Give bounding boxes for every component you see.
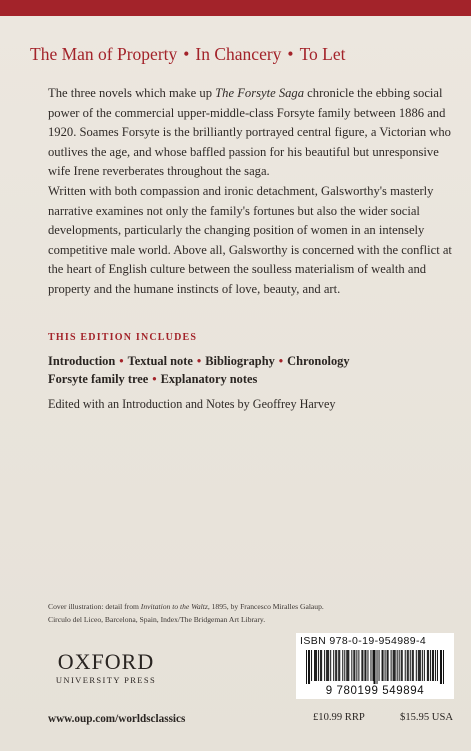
barcode-bar: [373, 650, 374, 684]
barcode-bar: [364, 650, 365, 681]
credit-line1-start: Cover illustration: detail from: [48, 602, 141, 611]
title-in-chancery: In Chancery: [195, 44, 282, 64]
barcode-bar: [441, 650, 442, 684]
barcode-bar: [358, 650, 359, 681]
barcode-bar: [328, 650, 329, 681]
barcode-bar: [395, 650, 396, 681]
publisher-name: OXFORD: [57, 649, 155, 674]
barcode-bar: [432, 650, 433, 681]
barcode-bar: [393, 650, 394, 681]
barcode-bar: [388, 650, 389, 681]
barcode-bar: [424, 650, 425, 681]
barcode-bar: [353, 650, 354, 681]
barcode-bar: [365, 650, 366, 681]
credit-line2: Circulo del Liceo, Barcelona, Spain, Index/The Bridgeman Art Library.: [48, 615, 266, 624]
barcode-bar: [347, 650, 348, 681]
include-item: Bibliography: [205, 354, 275, 368]
barcode-bar: [309, 650, 310, 684]
bullet-separator: •: [119, 354, 124, 368]
barcode-bar: [346, 650, 347, 681]
blurb-p1-rest: chronicle the ebbing social power of the commercial upper-middle-class Forsyte family between 1886 and 1920. Soames Forsyte is the brilliantly portrayed central figure, a Victorian who outlives the age, and whose baffled passion for his beautiful but unresponsive wife Irene reverberates throughout the saga.: [48, 86, 451, 178]
barcode-bar: [372, 650, 373, 681]
barcode-bar: [354, 650, 355, 681]
barcode-bar: [326, 650, 327, 681]
title-man-of-property: The Man of Property: [30, 44, 178, 64]
barcode-bar: [377, 650, 378, 684]
barcode-bar: [348, 650, 349, 681]
price-row: [313, 712, 453, 723]
barcode-bar: [333, 650, 334, 681]
barcode-bar: [339, 650, 340, 681]
barcode-bar: [430, 650, 431, 681]
barcode-bar: [427, 650, 428, 681]
barcode-bar: [408, 650, 409, 681]
barcode-bar: [344, 650, 345, 681]
price-us: $15.95 USA: [400, 712, 453, 723]
edited-by: Edited with an Introduction and Notes by Geoffrey Harvey: [48, 397, 336, 411]
barcode-bar: [330, 650, 331, 681]
barcode-bar: [356, 650, 357, 681]
bullet-separator: •: [278, 354, 284, 368]
title-separator: •: [287, 44, 294, 64]
barcode-digits: 9 780199 549894: [325, 685, 425, 697]
publisher-url: www.oup.com/worldsclassics: [48, 713, 186, 725]
barcode-bar: [422, 650, 423, 681]
include-item: Introduction: [48, 354, 116, 368]
barcode-bar: [318, 650, 319, 681]
barcode-bar: [351, 650, 352, 681]
include-item: Explanatory notes: [160, 372, 258, 386]
edition-includes-list: [48, 352, 453, 388]
barcode-bar: [433, 650, 434, 681]
edition-heading: THIS EDITION INCLUDES: [48, 332, 198, 343]
barcode-bar: [311, 650, 312, 681]
barcode-bar: [315, 650, 316, 681]
barcode-bar: [362, 650, 363, 681]
barcode-bar: [367, 650, 368, 681]
barcode-bar: [308, 650, 309, 684]
barcode-bar: [443, 650, 444, 684]
blurb-p1-start: The three novels which make up: [48, 86, 216, 100]
barcode-bar: [418, 650, 419, 681]
barcode-bar: [375, 650, 376, 684]
barcode-bar: [338, 650, 339, 681]
barcode-bar: [397, 650, 398, 681]
barcode-bar: [405, 650, 406, 681]
barcode-bar: [428, 650, 429, 681]
barcode-bar: [435, 650, 436, 681]
blurb-paragraph-2: Written with both compassion and ironic detachment, Galsworthy's masterly narrative examines not only the family's fortunes but also the wider social developments, particularly the changing position of women in an intensely competitive male world. Above all, Galsworthy is concerned with the conflict at the heart of English culture between the soulless materialism of wealth and property and the humane instincts of love, beauty, and art.: [48, 184, 452, 296]
publisher-logo: [46, 650, 166, 685]
title-to-let: To Let: [299, 44, 346, 64]
credit-artwork-title: Invitation to the Waltz: [140, 602, 208, 611]
novel-titles: [30, 44, 450, 65]
barcode-bar: [316, 650, 317, 681]
barcode-bar: [370, 650, 371, 681]
barcode-panel: [296, 633, 454, 699]
barcode-bar: [416, 650, 417, 681]
top-color-band: [0, 0, 471, 16]
barcode-bar: [321, 650, 322, 681]
barcode-bar: [382, 650, 383, 681]
barcode-bar: [335, 650, 336, 681]
barcode-bar: [437, 650, 438, 681]
barcode-bar: [327, 650, 328, 681]
barcode-bar: [440, 650, 441, 684]
barcode-bar: [324, 650, 325, 681]
barcode-bar: [385, 650, 386, 681]
barcode-bar: [407, 650, 408, 681]
barcode-bar: [394, 650, 395, 681]
barcode-bar: [306, 650, 307, 684]
barcode-bar: [410, 650, 411, 681]
barcode-bar: [361, 650, 362, 681]
title-separator: •: [183, 44, 190, 64]
barcode-bar: [419, 650, 420, 681]
isbn-text: ISBN 978-0-19-954989-4: [300, 635, 427, 647]
barcode-bar: [342, 650, 343, 681]
publisher-subtitle: UNIVERSITY PRESS: [55, 675, 157, 685]
blurb-paragraph-1: [48, 84, 453, 182]
blurb-p1-title: The Forsyte Saga: [215, 86, 305, 100]
include-item: Chronology: [287, 354, 350, 368]
price-uk: £10.99 RRP: [313, 712, 365, 723]
barcode-bar: [320, 650, 321, 681]
include-item: Forsyte family tree: [48, 372, 149, 386]
cover-credit: [48, 600, 458, 626]
include-item: Textual note: [127, 354, 193, 368]
barcode-bar: [383, 650, 384, 681]
barcode-bar: [399, 650, 400, 681]
barcode-bar: [402, 650, 403, 681]
barcode-bar: [387, 650, 388, 681]
bullet-separator: •: [196, 354, 202, 368]
barcode-bar: [412, 650, 413, 681]
barcode-bar: [314, 650, 315, 681]
barcode-bar: [420, 650, 421, 681]
credit-line1-rest: , 1895, by Francesco Miralles Galaup.: [207, 602, 324, 611]
barcode-bar: [413, 650, 414, 681]
barcode-bar: [379, 650, 380, 681]
barcode-bar: [391, 650, 392, 681]
bullet-separator: •: [152, 372, 157, 386]
barcode-icon: [306, 650, 444, 684]
barcode-bar: [401, 650, 402, 681]
barcode-bar: [336, 650, 337, 681]
